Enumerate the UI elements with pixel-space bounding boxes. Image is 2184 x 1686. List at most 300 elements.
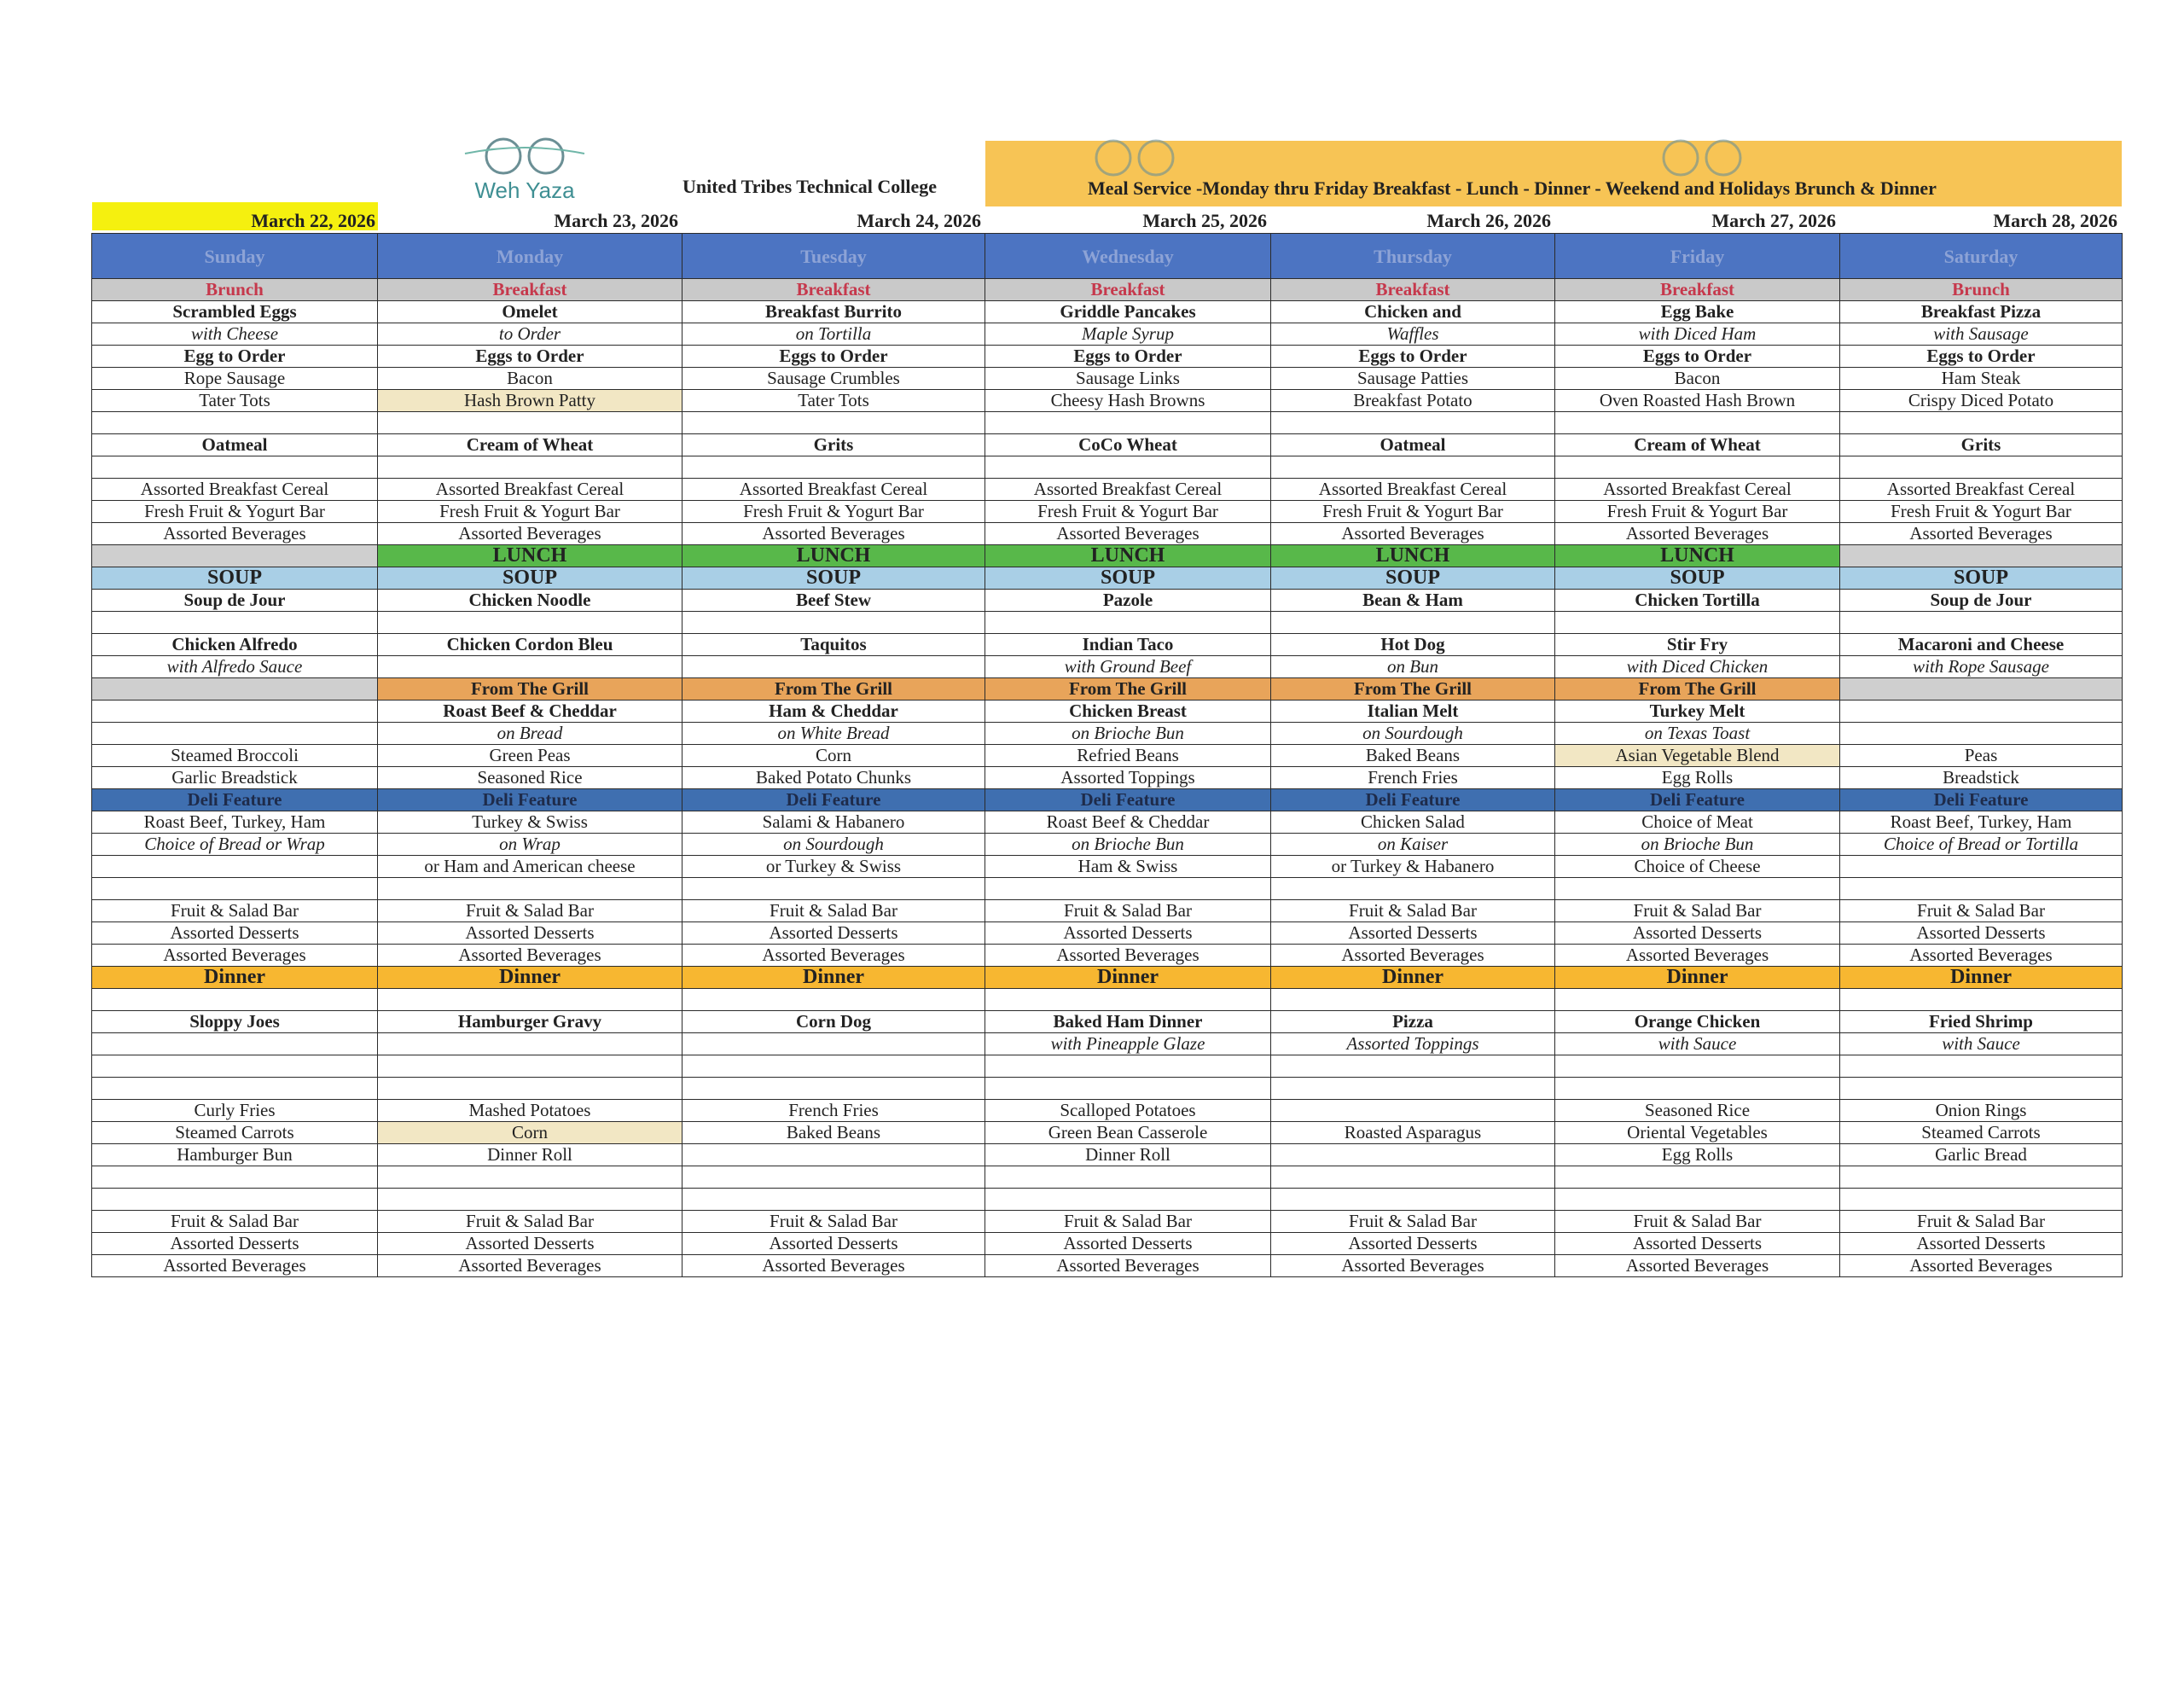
- menu-cell: with Sauce: [1555, 1033, 1840, 1055]
- menu-cell: [378, 656, 682, 678]
- menu-cell: Fruit & Salad Bar: [682, 900, 985, 922]
- menu-cell: [1840, 1189, 2123, 1211]
- menu-cell: on Sourdough: [1271, 723, 1555, 745]
- menu-cell: [682, 1166, 985, 1189]
- menu-cell: Green Peas: [378, 745, 682, 767]
- menu-cell: [682, 656, 985, 678]
- menu-cell: Cream of Wheat: [1555, 434, 1840, 456]
- menu-cell: [1840, 456, 2123, 479]
- menu-cell: or Turkey & Habanero: [1271, 856, 1555, 878]
- menu-row: [92, 301, 2123, 323]
- menu-cell: Pazole: [985, 590, 1271, 612]
- menu-cell: Fresh Fruit & Yogurt Bar: [378, 501, 682, 523]
- menu-cell: Deli Feature: [1271, 789, 1555, 811]
- menu-row: [92, 479, 2123, 501]
- menu-cell: [985, 878, 1271, 900]
- menu-cell: Breakfast Potato: [1271, 390, 1555, 412]
- menu-cell: Baked Ham Dinner: [985, 1011, 1271, 1033]
- day-header: Monday: [378, 234, 682, 279]
- menu-cell: Breakfast Pizza: [1840, 301, 2123, 323]
- menu-cell: Breakfast: [1271, 279, 1555, 301]
- menu-cell: Dinner: [682, 967, 985, 989]
- menu-cell: with Ground Beef: [985, 656, 1271, 678]
- menu-cell: [1555, 612, 1840, 634]
- menu-cell: Bean & Ham: [1271, 590, 1555, 612]
- menu-cell: Assorted Beverages: [682, 945, 985, 967]
- menu-cell: Rope Sausage: [92, 368, 378, 390]
- menu-cell: Chicken Noodle: [378, 590, 682, 612]
- menu-cell: Bacon: [378, 368, 682, 390]
- menu-cell: [92, 989, 378, 1011]
- menu-cell: [1555, 412, 1840, 434]
- menu-cell: [378, 612, 682, 634]
- menu-cell: Dinner Roll: [378, 1144, 682, 1166]
- menu-row: [92, 368, 2123, 390]
- date-label: March 24, 2026: [857, 210, 981, 231]
- menu-cell: SOUP: [1840, 567, 2123, 590]
- menu-cell: [92, 412, 378, 434]
- menu-cell: [985, 456, 1271, 479]
- menu-row: [92, 1233, 2123, 1255]
- menu-row: [92, 1122, 2123, 1144]
- menu-row: [92, 989, 2123, 1011]
- menu-cell: Grits: [682, 434, 985, 456]
- menu-row: [92, 1011, 2123, 1033]
- menu-cell: on Wrap: [378, 834, 682, 856]
- menu-cell: Assorted Breakfast Cereal: [682, 479, 985, 501]
- menu-cell: Deli Feature: [985, 789, 1271, 811]
- menu-row: [92, 523, 2123, 545]
- menu-cell: Assorted Beverages: [378, 945, 682, 967]
- menu-cell: Eggs to Order: [1840, 346, 2123, 368]
- menu-cell: From The Grill: [378, 678, 682, 701]
- menu-cell: Garlic Breadstick: [92, 767, 378, 789]
- menu-cell: Steamed Carrots: [1840, 1122, 2123, 1144]
- menu-row: [92, 412, 2123, 434]
- menu-cell: Oatmeal: [1271, 434, 1555, 456]
- menu-cell: Hamburger Bun: [92, 1144, 378, 1166]
- menu-cell: on Bread: [378, 723, 682, 745]
- menu-cell: Egg to Order: [92, 346, 378, 368]
- menu-cell: Bacon: [1555, 368, 1840, 390]
- menu-row: [92, 346, 2123, 368]
- menu-cell: [1271, 1166, 1555, 1189]
- menu-cell: [92, 878, 378, 900]
- menu-cell: Roast Beef & Cheddar: [985, 811, 1271, 834]
- menu-cell: Fried Shrimp: [1840, 1011, 2123, 1033]
- menu-cell: Breadstick: [1840, 767, 2123, 789]
- menu-cell: Crispy Diced Potato: [1840, 390, 2123, 412]
- menu-cell: Assorted Desserts: [1840, 922, 2123, 945]
- menu-cell: Chicken Breast: [985, 701, 1271, 723]
- menu-cell: [92, 856, 378, 878]
- menu-cell: Dinner Roll: [985, 1144, 1271, 1166]
- menu-cell: [378, 878, 682, 900]
- menu-cell: Eggs to Order: [1271, 346, 1555, 368]
- date-label: March 27, 2026: [1711, 210, 1836, 231]
- menu-cell: Dinner: [92, 967, 378, 989]
- menu-cell: Assorted Beverages: [1840, 1255, 2123, 1277]
- menu-cell: Chicken and: [1271, 301, 1555, 323]
- menu-cell: Fruit & Salad Bar: [1840, 900, 2123, 922]
- menu-row: [92, 1255, 2123, 1277]
- date-label: March 28, 2026: [1993, 210, 2117, 231]
- menu-cell: Oriental Vegetables: [1555, 1122, 1840, 1144]
- menu-cell: Assorted Beverages: [985, 1255, 1271, 1277]
- menu-cell: Assorted Desserts: [1840, 1233, 2123, 1255]
- menu-cell: Eggs to Order: [682, 346, 985, 368]
- menu-cell: Choice of Meat: [1555, 811, 1840, 834]
- menu-cell: Breakfast: [985, 279, 1271, 301]
- menu-cell: Salami & Habanero: [682, 811, 985, 834]
- menu-cell: [1840, 989, 2123, 1011]
- menu-cell: Breakfast Burrito: [682, 301, 985, 323]
- menu-cell: Green Bean Casserole: [985, 1122, 1271, 1144]
- menu-cell: Eggs to Order: [1555, 346, 1840, 368]
- menu-cell: [682, 612, 985, 634]
- menu-cell: [682, 412, 985, 434]
- menu-cell: Roast Beef & Cheddar: [378, 701, 682, 723]
- menu-cell: [92, 701, 378, 723]
- menu-cell: SOUP: [1555, 567, 1840, 590]
- menu-cell: with Sauce: [1840, 1033, 2123, 1055]
- menu-cell: [682, 1189, 985, 1211]
- menu-cell: [985, 1078, 1271, 1100]
- menu-cell: Hamburger Gravy: [378, 1011, 682, 1033]
- menu-cell: to Order: [378, 323, 682, 346]
- menu-cell: Fruit & Salad Bar: [378, 1211, 682, 1233]
- menu-cell: From The Grill: [1271, 678, 1555, 701]
- menu-row: [92, 1144, 2123, 1166]
- menu-row: [92, 567, 2123, 590]
- menu-cell: [1271, 1055, 1555, 1078]
- menu-cell: Indian Taco: [985, 634, 1271, 656]
- menu-row: [92, 390, 2123, 412]
- menu-cell: Hash Brown Patty: [378, 390, 682, 412]
- menu-cell: [682, 456, 985, 479]
- menu-cell: Fruit & Salad Bar: [1271, 900, 1555, 922]
- menu-cell: Fruit & Salad Bar: [92, 1211, 378, 1233]
- menu-cell: [1840, 412, 2123, 434]
- menu-cell: Assorted Breakfast Cereal: [1840, 479, 2123, 501]
- menu-cell: [378, 1055, 682, 1078]
- menu-cell: Italian Melt: [1271, 701, 1555, 723]
- menu-cell: on Kaiser: [1271, 834, 1555, 856]
- menu-cell: Deli Feature: [1840, 789, 2123, 811]
- menu-cell: From The Grill: [682, 678, 985, 701]
- service-hours: Meal Service -Monday thru Friday Breakfast - Lunch - Dinner - Weekend and Holidays Brunch & Dinner: [1088, 177, 1937, 199]
- menu-cell: Mashed Potatoes: [378, 1100, 682, 1122]
- menu-cell: [682, 878, 985, 900]
- menu-row: [92, 900, 2123, 922]
- menu-row: [92, 1100, 2123, 1122]
- menu-cell: Roast Beef, Turkey, Ham: [92, 811, 378, 834]
- menu-cell: SOUP: [378, 567, 682, 590]
- menu-cell: [1555, 1189, 1840, 1211]
- menu-row: [92, 634, 2123, 656]
- menu-cell: Ham & Swiss: [985, 856, 1271, 878]
- menu-cell: on Brioche Bun: [1555, 834, 1840, 856]
- menu-cell: LUNCH: [378, 545, 682, 567]
- menu-cell: Soup de Jour: [92, 590, 378, 612]
- menu-cell: on Tortilla: [682, 323, 985, 346]
- menu-cell: [378, 1033, 682, 1055]
- menu-cell: Scrambled Eggs: [92, 301, 378, 323]
- menu-cell: [92, 678, 378, 701]
- menu-row: [92, 678, 2123, 701]
- menu-cell: From The Grill: [985, 678, 1271, 701]
- day-header-row: [92, 234, 2123, 279]
- menu-cell: Cheesy Hash Browns: [985, 390, 1271, 412]
- menu-cell: Fruit & Salad Bar: [682, 1211, 985, 1233]
- menu-cell: Baked Beans: [682, 1122, 985, 1144]
- menu-row: [92, 967, 2123, 989]
- menu-cell: [1555, 1166, 1840, 1189]
- menu-cell: [1555, 878, 1840, 900]
- menu-cell: Breakfast: [1555, 279, 1840, 301]
- menu-cell: Assorted Beverages: [92, 945, 378, 967]
- menu-cell: [1840, 678, 2123, 701]
- menu-cell: [1271, 1100, 1555, 1122]
- menu-row: [92, 767, 2123, 789]
- menu-cell: [378, 412, 682, 434]
- menu-cell: Corn: [378, 1122, 682, 1144]
- menu-cell: Seasoned Rice: [378, 767, 682, 789]
- menu-cell: Pizza: [1271, 1011, 1555, 1033]
- menu-cell: Ham Steak: [1840, 368, 2123, 390]
- menu-cell: Assorted Desserts: [682, 1233, 985, 1255]
- menu-cell: Peas: [1840, 745, 2123, 767]
- menu-cell: Assorted Desserts: [985, 1233, 1271, 1255]
- menu-cell: From The Grill: [1555, 678, 1840, 701]
- menu-row: [92, 745, 2123, 767]
- menu-row: [92, 590, 2123, 612]
- menu-cell: Eggs to Order: [378, 346, 682, 368]
- menu-cell: Deli Feature: [1555, 789, 1840, 811]
- go-logo-icon: [456, 135, 593, 177]
- menu-cell: Assorted Beverages: [682, 523, 985, 545]
- menu-cell: [1271, 989, 1555, 1011]
- menu-cell: Tater Tots: [92, 390, 378, 412]
- menu-cell: Asian Vegetable Blend: [1555, 745, 1840, 767]
- day-header: Sunday: [92, 234, 378, 279]
- menu-cell: Fruit & Salad Bar: [985, 1211, 1271, 1233]
- menu-cell: [1555, 989, 1840, 1011]
- logo-text: Weh Yaza: [474, 177, 575, 203]
- school-name: United Tribes Technical College: [682, 176, 938, 197]
- menu-cell: Fresh Fruit & Yogurt Bar: [1555, 501, 1840, 523]
- menu-cell: [378, 1166, 682, 1189]
- menu-cell: Assorted Beverages: [1840, 945, 2123, 967]
- menu-cell: [92, 456, 378, 479]
- menu-cell: Fruit & Salad Bar: [1555, 1211, 1840, 1233]
- menu-cell: or Ham and American cheese: [378, 856, 682, 878]
- menu-cell: Taquitos: [682, 634, 985, 656]
- date-label: March 26, 2026: [1426, 210, 1551, 231]
- menu-row: [92, 279, 2123, 301]
- menu-row: [92, 945, 2123, 967]
- menu-row: [92, 545, 2123, 567]
- menu-cell: SOUP: [92, 567, 378, 590]
- menu-cell: Assorted Beverages: [1271, 1255, 1555, 1277]
- day-header: Saturday: [1840, 234, 2123, 279]
- menu-cell: Assorted Beverages: [1555, 945, 1840, 967]
- menu-cell: [1840, 545, 2123, 567]
- menu-cell: Oven Roasted Hash Brown: [1555, 390, 1840, 412]
- menu-cell: Dinner: [1271, 967, 1555, 989]
- menu-cell: [1271, 412, 1555, 434]
- menu-cell: Assorted Breakfast Cereal: [1555, 479, 1840, 501]
- menu-cell: Curly Fries: [92, 1100, 378, 1122]
- menu-row: [92, 456, 2123, 479]
- menu-cell: Refried Beans: [985, 745, 1271, 767]
- menu-cell: Deli Feature: [378, 789, 682, 811]
- menu-cell: [1840, 723, 2123, 745]
- menu-cell: [985, 1055, 1271, 1078]
- menu-cell: Assorted Desserts: [1555, 1233, 1840, 1255]
- menu-cell: CoCo Wheat: [985, 434, 1271, 456]
- menu-cell: [1555, 1078, 1840, 1100]
- menu-cell: Assorted Beverages: [1555, 523, 1840, 545]
- menu-cell: Assorted Beverages: [1555, 1255, 1840, 1277]
- menu-cell: Seasoned Rice: [1555, 1100, 1840, 1122]
- menu-cell: [92, 1166, 378, 1189]
- menu-cell: Brunch: [1840, 279, 2123, 301]
- menu-cell: Assorted Beverages: [985, 523, 1271, 545]
- menu-cell: [92, 723, 378, 745]
- menu-cell: Fruit & Salad Bar: [92, 900, 378, 922]
- menu-row: [92, 922, 2123, 945]
- menu-cell: Oatmeal: [92, 434, 378, 456]
- menu-cell: Grits: [1840, 434, 2123, 456]
- menu-cell: Chicken Tortilla: [1555, 590, 1840, 612]
- menu-cell: Sausage Patties: [1271, 368, 1555, 390]
- menu-cell: Assorted Desserts: [92, 1233, 378, 1255]
- menu-cell: [985, 412, 1271, 434]
- menu-cell: on Bun: [1271, 656, 1555, 678]
- menu-cell: Macaroni and Cheese: [1840, 634, 2123, 656]
- menu-row: [92, 834, 2123, 856]
- menu-cell: [985, 612, 1271, 634]
- menu-row: [92, 701, 2123, 723]
- menu-cell: Roast Beef, Turkey, Ham: [1840, 811, 2123, 834]
- menu-cell: Hot Dog: [1271, 634, 1555, 656]
- menu-cell: Assorted Beverages: [378, 523, 682, 545]
- go-logo-icon: [1634, 137, 1770, 179]
- menu-cell: LUNCH: [1555, 545, 1840, 567]
- menu-cell: Breakfast: [682, 279, 985, 301]
- menu-cell: [1840, 612, 2123, 634]
- menu-cell: Baked Potato Chunks: [682, 767, 985, 789]
- date-label: March 22, 2026: [251, 210, 375, 231]
- menu-cell: [1555, 1055, 1840, 1078]
- menu-cell: with Rope Sausage: [1840, 656, 2123, 678]
- menu-cell: Deli Feature: [682, 789, 985, 811]
- menu-cell: Assorted Breakfast Cereal: [1271, 479, 1555, 501]
- menu-cell: [1840, 1166, 2123, 1189]
- menu-cell: Fresh Fruit & Yogurt Bar: [682, 501, 985, 523]
- menu-cell: [682, 989, 985, 1011]
- menu-row: [92, 1189, 2123, 1211]
- menu-cell: [378, 1078, 682, 1100]
- menu-cell: Soup de Jour: [1840, 590, 2123, 612]
- menu-cell: on Texas Toast: [1555, 723, 1840, 745]
- menu-cell: Cream of Wheat: [378, 434, 682, 456]
- menu-cell: Chicken Salad: [1271, 811, 1555, 834]
- menu-cell: Assorted Breakfast Cereal: [985, 479, 1271, 501]
- day-header: Wednesday: [985, 234, 1271, 279]
- menu-cell: Beef Stew: [682, 590, 985, 612]
- menu-cell: [1840, 856, 2123, 878]
- day-header: Thursday: [1271, 234, 1555, 279]
- menu-row: [92, 656, 2123, 678]
- menu-cell: on White Bread: [682, 723, 985, 745]
- menu-cell: Garlic Bread: [1840, 1144, 2123, 1166]
- menu-cell: Assorted Desserts: [92, 922, 378, 945]
- menu-row: [92, 878, 2123, 900]
- menu-cell: [1271, 1078, 1555, 1100]
- menu-cell: Assorted Beverages: [985, 945, 1271, 967]
- menu-cell: [1271, 612, 1555, 634]
- menu-cell: [1271, 878, 1555, 900]
- menu-cell: Assorted Desserts: [1271, 922, 1555, 945]
- menu-cell: with Diced Ham: [1555, 323, 1840, 346]
- menu-cell: Turkey & Swiss: [378, 811, 682, 834]
- weh-yaza-logo: [456, 135, 593, 212]
- day-header: Friday: [1555, 234, 1840, 279]
- menu-row: [92, 612, 2123, 634]
- menu-cell: Corn Dog: [682, 1011, 985, 1033]
- menu-cell: Fresh Fruit & Yogurt Bar: [92, 501, 378, 523]
- menu-cell: Corn: [682, 745, 985, 767]
- menu-cell: SOUP: [985, 567, 1271, 590]
- menu-cell: [1840, 701, 2123, 723]
- menu-cell: Dinner: [1555, 967, 1840, 989]
- menu-cell: [92, 1078, 378, 1100]
- menu-cell: [682, 1055, 985, 1078]
- menu-cell: [1840, 1078, 2123, 1100]
- menu-cell: [1271, 1189, 1555, 1211]
- menu-cell: Choice of Bread or Tortilla: [1840, 834, 2123, 856]
- date-label: March 25, 2026: [1142, 210, 1267, 231]
- menu-cell: Assorted Toppings: [1271, 1033, 1555, 1055]
- menu-cell: [92, 545, 378, 567]
- menu-cell: Dinner: [985, 967, 1271, 989]
- menu-cell: [1840, 878, 2123, 900]
- menu-cell: Assorted Toppings: [985, 767, 1271, 789]
- menu-cell: Chicken Alfredo: [92, 634, 378, 656]
- menu-cell: Ham & Cheddar: [682, 701, 985, 723]
- menu-cell: Turkey Melt: [1555, 701, 1840, 723]
- menu-cell: LUNCH: [1271, 545, 1555, 567]
- menu-cell: [682, 1078, 985, 1100]
- menu-cell: LUNCH: [682, 545, 985, 567]
- menu-cell: [682, 1144, 985, 1166]
- menu-row: [92, 1166, 2123, 1189]
- menu-cell: Choice of Bread or Wrap: [92, 834, 378, 856]
- menu-cell: with Diced Chicken: [1555, 656, 1840, 678]
- menu-cell: French Fries: [682, 1100, 985, 1122]
- menu-cell: Breakfast: [378, 279, 682, 301]
- menu-cell: Omelet: [378, 301, 682, 323]
- menu-cell: Waffles: [1271, 323, 1555, 346]
- menu-cell: Fruit & Salad Bar: [1555, 900, 1840, 922]
- menu-cell: Assorted Desserts: [1555, 922, 1840, 945]
- menu-cell: Maple Syrup: [985, 323, 1271, 346]
- menu-cell: on Brioche Bun: [985, 834, 1271, 856]
- menu-cell: [378, 989, 682, 1011]
- go-logo-icon: [1066, 137, 1203, 179]
